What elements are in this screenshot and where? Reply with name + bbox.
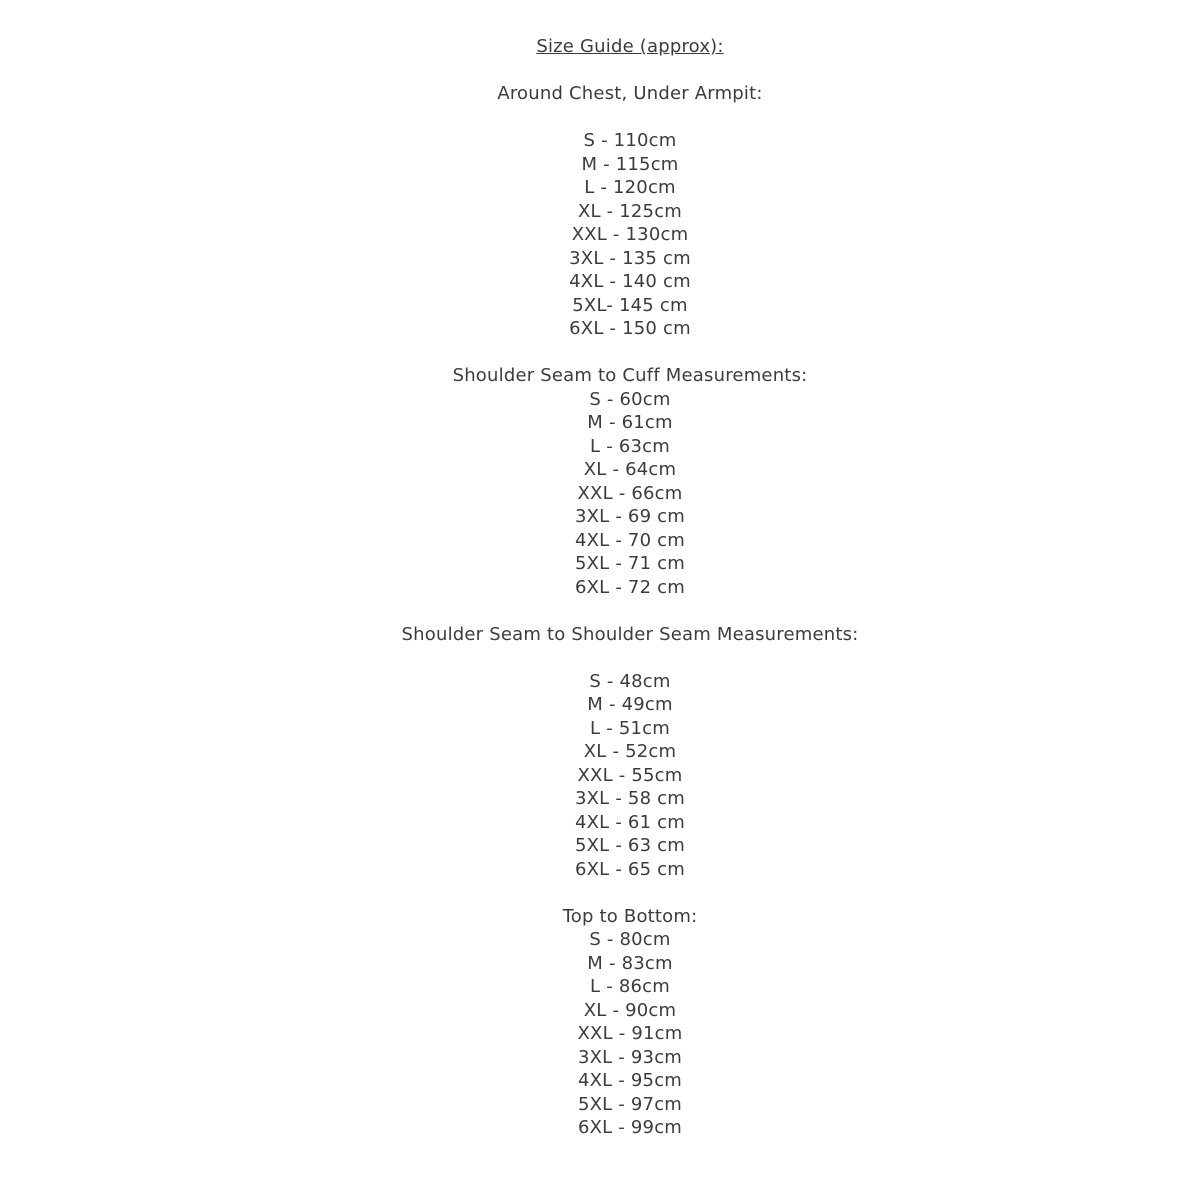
size-item: 6XL - 72 cm bbox=[574, 576, 685, 598]
size-item: 4XL - 140 cm bbox=[569, 271, 691, 292]
size-item: 3XL - 69 cm bbox=[574, 506, 685, 527]
size-guide-content bbox=[60, 35, 1200, 1140]
blank-line bbox=[60, 106, 1200, 130]
size-item: 6XL - 150 cm bbox=[569, 318, 691, 339]
size-item: M - 83cm bbox=[587, 952, 673, 974]
size-item: 6XL - 99cm bbox=[577, 1117, 683, 1138]
blank-line bbox=[60, 59, 1200, 83]
blank-line bbox=[60, 881, 1200, 905]
size-item: S - 60cm bbox=[589, 388, 671, 410]
blank-line bbox=[60, 341, 1200, 365]
size-item: 4XL - 95cm bbox=[577, 1070, 683, 1091]
size-item: 4XL - 61 cm bbox=[574, 811, 685, 833]
size-item: 3XL - 135 cm bbox=[569, 247, 691, 269]
size-item: XL - 125cm bbox=[577, 200, 683, 222]
size-item: M - 61cm bbox=[587, 412, 673, 433]
section-header: Shoulder Seam to Cuff Measurements: bbox=[452, 365, 808, 386]
size-item: 3XL - 58 cm bbox=[574, 788, 685, 809]
size-item: L - 63cm bbox=[590, 435, 670, 457]
size-item: S - 48cm bbox=[589, 670, 671, 692]
size-guide-sections bbox=[60, 59, 1200, 1140]
blank-line bbox=[60, 646, 1200, 670]
size-item: XL - 52cm bbox=[583, 741, 677, 762]
size-item: XXL - 91cm bbox=[577, 1023, 683, 1044]
size-item: XXL - 66cm bbox=[577, 482, 683, 504]
size-item: 3XL - 93cm bbox=[577, 1046, 683, 1068]
section-header: Top to Bottom: bbox=[562, 905, 698, 927]
section-header: Shoulder Seam to Shoulder Seam Measurements: bbox=[401, 623, 859, 645]
size-item: XXL - 130cm bbox=[571, 224, 689, 245]
size-item: 6XL - 65 cm bbox=[574, 858, 685, 880]
size-item: XL - 90cm bbox=[583, 999, 677, 1021]
size-item: 5XL- 145 cm bbox=[572, 294, 688, 316]
blank-line bbox=[60, 599, 1200, 623]
size-item: 4XL - 70 cm bbox=[574, 529, 685, 551]
size-item: L - 86cm bbox=[590, 976, 670, 997]
page-title: Size Guide (approx): bbox=[536, 36, 724, 57]
size-item: S - 80cm bbox=[589, 929, 671, 950]
size-item: L - 120cm bbox=[584, 177, 676, 198]
size-item: 5XL - 71 cm bbox=[574, 553, 685, 574]
size-item: M - 115cm bbox=[581, 153, 679, 175]
size-item: S - 110cm bbox=[583, 130, 677, 151]
size-item: 5XL - 63 cm bbox=[574, 835, 685, 856]
size-item: L - 51cm bbox=[590, 717, 670, 739]
size-item: XL - 64cm bbox=[583, 459, 677, 480]
size-item: M - 49cm bbox=[587, 694, 673, 715]
section-header: Around Chest, Under Armpit: bbox=[497, 83, 763, 104]
size-item: XXL - 55cm bbox=[577, 764, 683, 786]
size-item: 5XL - 97cm bbox=[577, 1093, 683, 1115]
